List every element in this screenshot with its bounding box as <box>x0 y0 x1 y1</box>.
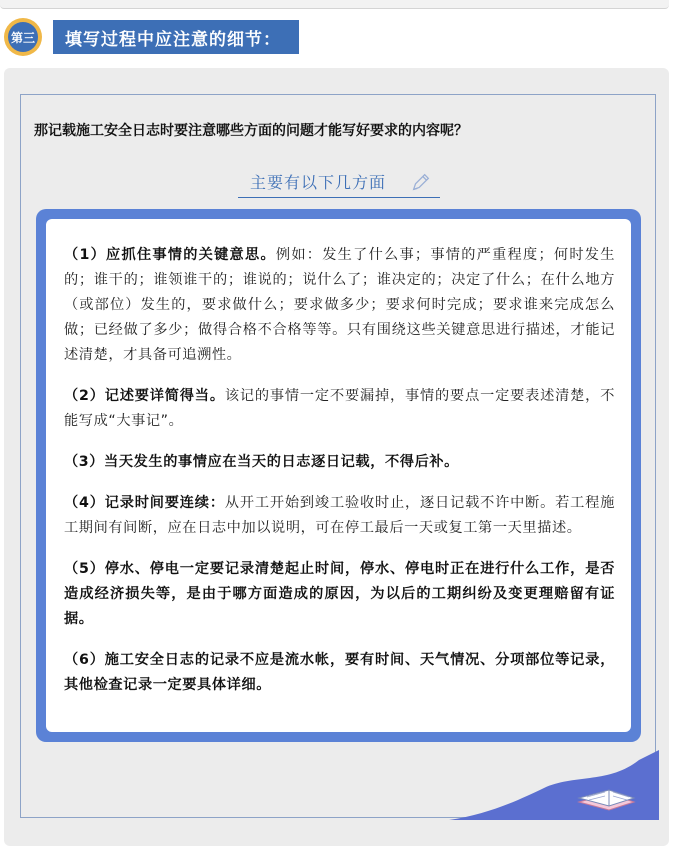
section-title: 填写过程中应注意的细节： <box>53 20 299 54</box>
section-header <box>4 18 304 58</box>
tip-item-3 <box>64 450 615 475</box>
section-number-label: 第三 <box>8 22 38 52</box>
tip-item-2 <box>64 384 615 434</box>
tips-list <box>46 219 631 732</box>
tip-lead: （3）当天发生的事情应在当天的日志逐日记载，不得后补。 <box>64 454 459 470</box>
tip-item-4 <box>64 491 615 541</box>
subtitle-text: 主要有以下几方面 <box>250 173 387 192</box>
pencil-icon <box>410 171 432 193</box>
tip-item-1 <box>64 243 615 368</box>
question-text: 那记载施工安全日志时要注意哪些方面的问题才能写好要求的内容呢？ <box>34 123 468 139</box>
tip-lead: （4）记录时间要连续： <box>64 495 225 511</box>
tip-body: 例如：发生了什么事；事情的严重程度；何时发生的；谁干的；谁领谁干的；谁说的；说什么了；谁决定的；决定了什么；在什么地方（或部位）发生的，要求做什么；要求做多少；要求何时完成；要求谁来完成怎么做；已经做了多少；做得合格不合格等等。只有围绕这些关键意思进行描述，才能记述清楚，才具备可追溯性。 <box>64 247 616 363</box>
top-divider-strip <box>0 0 669 9</box>
book-icon <box>449 750 659 820</box>
section-number-badge <box>4 18 42 56</box>
tip-lead: （2）记述要详简得当。 <box>64 388 225 404</box>
tip-body: 从开工开始到竣工验收时止，逐日记载不许中断。若工程施工期间有间断，应在日志中加以说明，可在停工最后一天或复工第一天里描述。 <box>64 495 615 536</box>
tip-lead: （6）施工安全日志的记录不应是流水帐，要有时间、天气情况、分项部位等记录，其他检查记录一定要具体详细。 <box>64 652 615 693</box>
subtitle-bar <box>238 166 440 198</box>
tip-lead: （1）应抓住事情的关键意思。 <box>64 247 276 263</box>
tip-item-5 <box>64 557 615 632</box>
tip-lead: （5）停水、停电一定要记录清楚起止时间，停水、停电时正在进行什么工作，是否造成经济损失等，是由于哪方面造成的原因，为以后的工期纠纷及变更理赔留有证据。 <box>64 561 615 627</box>
tip-body: 该记的事情一定不要漏掉，事情的要点一定要表述清楚，不能写成“大事记”。 <box>64 388 615 429</box>
tips-card <box>36 209 641 742</box>
tip-item-6 <box>64 648 615 698</box>
